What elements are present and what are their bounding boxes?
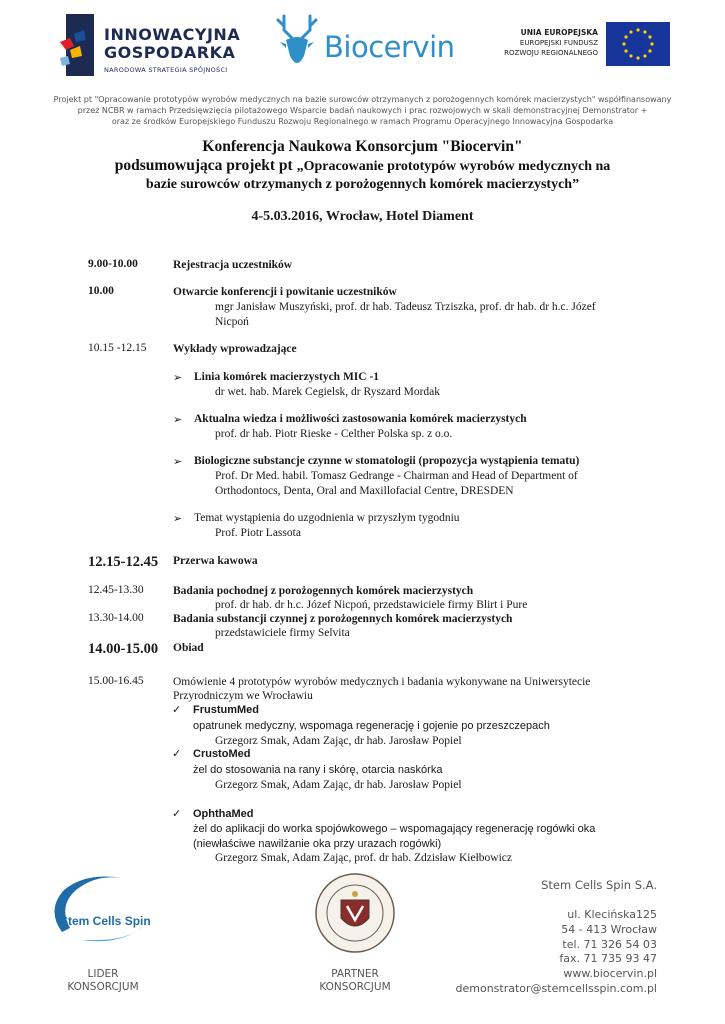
ig-title-line2: GOSPODARKA <box>104 43 236 62</box>
talk2-speakers: prof. dr hab. Piotr Rieske - Celther Polska sp. z o.o. <box>215 428 453 440</box>
s2-time: 10.00 <box>88 285 114 297</box>
city: 54 - 413 Wrocław <box>561 922 657 936</box>
title-line3: bazie surowców otrzymanych z porożogennych komórek macierzystych” <box>145 177 580 192</box>
eu-line3: ROZWOJU REGIONALNEGO <box>504 49 598 57</box>
header-logos <box>0 10 725 90</box>
s4-title: Przerwa kawowa <box>173 555 258 567</box>
biocervin-logo <box>274 12 464 82</box>
phone: tel. 71 326 54 03 <box>562 937 657 951</box>
s1-title: Rejestracja uczestników <box>173 259 293 271</box>
eu-logo <box>494 18 670 74</box>
street: ul. Klecińska125 <box>567 908 657 921</box>
conference-title <box>60 137 665 194</box>
talk4-speakers: Prof. Piotr Lassota <box>215 527 301 539</box>
s7-time: 14.00-15.00 <box>88 641 159 657</box>
biocervin-wordmark: Biocervin <box>324 30 455 64</box>
conference-date: 4-5.03.2016, Wrocław, Hotel Diament <box>251 209 474 224</box>
title-line1: Konferencja Naukowa Konsorcjum "Biocervin" <box>202 138 523 155</box>
talk1-title: Linia komórek macierzystych MIC -1 <box>194 371 380 383</box>
product1-authors: Grzegorz Smak, Adam Zając, dr hab. Jarosław Popiel <box>215 735 462 747</box>
eu-line2: EUROPEJSKI FUNDUSZ <box>519 39 598 47</box>
footer-partner <box>300 872 410 1002</box>
fax: fax. 71 735 93 47 <box>559 952 657 966</box>
company-name: Stem Cells Spin S.A. <box>541 878 657 892</box>
s1-time: 9.00-10.00 <box>88 258 138 270</box>
check-icon: ✓ <box>172 747 182 760</box>
talk3-speakers2: Orthodontocs, Denta, Oral and Maxillofacial Centre, DRESDEN <box>215 485 514 497</box>
s8-line1: Omówienie 4 prototypów wyrobów medycznych i badania wykonywane na Uniwersytecie <box>173 676 591 688</box>
title-line2b: „Opracowanie prototypów wyrobów medycznych na <box>296 159 611 174</box>
lider-label <box>42 968 164 994</box>
ig-mark-icon <box>60 14 94 76</box>
lider-line2: KONSORCJUM <box>67 981 139 993</box>
partner-label <box>300 968 410 994</box>
ig-subtitle: NARODOWA STRATEGIA SPÓJNOŚCI <box>104 66 228 74</box>
product2-authors: Grzegorz Smak, Adam Zając, dr hab. Jarosław Popiel <box>215 779 462 791</box>
eu-flag-icon <box>606 22 670 66</box>
lider-line1: LIDER <box>87 968 119 980</box>
innowacyjna-gospodarka-logo <box>60 14 260 80</box>
product1-name: FrustumMed <box>193 704 259 716</box>
talk1-speakers: dr wet. hab. Marek Cegielsk, dr Ryszard Mordak <box>215 386 441 398</box>
s8-time: 15.00-16.45 <box>88 675 144 687</box>
ig-title-line1: INNOWACYJNA <box>104 25 241 44</box>
project-funding-note <box>10 94 715 127</box>
stem-cells-spin-swoosh-icon <box>42 870 164 950</box>
check-icon: ✓ <box>172 703 182 716</box>
funding-line1: Projekt pt "Opracowanie prototypów wyrobów medycznych na bazie surowców otrzymanych z porożogennych komórek macierzystych" współfinansowany <box>53 95 672 104</box>
partner-line1: PARTNER <box>331 968 379 980</box>
funding-line2: przez NCBR w ramach Przedsięwzięcia pilotażowego Wsparcie badań naukowych i prac rozwojowych w skali demonstracyjnej Demonstrator + <box>77 106 648 115</box>
title-line2a: podsumowująca projekt pt <box>114 157 297 174</box>
talk2-title: Aktualna wiedza i możliwości zastosowania komórek macierzystych <box>194 413 527 425</box>
deer-head-icon <box>274 12 320 76</box>
s5-line1: prof. dr hab. dr h.c. Józef Nicpoń, przedstawiciele firmy Blirt i Pure <box>215 599 528 611</box>
title-line2 <box>60 156 665 176</box>
s6-line1: przedstawiciele firmy Selvita <box>215 627 350 639</box>
s2-title: Otwarcie konferencji i powitanie uczestników <box>173 286 397 298</box>
s7-title: Obiad <box>173 642 204 654</box>
check-icon: ✓ <box>172 807 182 820</box>
funding-line3: oraz ze środków Europejskiego Funduszu Rozwoju Regionalnego w ramach Programu Operacyjnego Innowacyjna Gospodarka <box>111 117 614 126</box>
arrow-bullet-icon: ➢ <box>173 413 183 426</box>
arrow-bullet-icon: ➢ <box>173 371 183 384</box>
talk3-speakers1: Prof. Dr Med. habil. Tomasz Gedrange - Chairman and Head of Department of <box>215 470 578 482</box>
s4-time: 12.15-12.45 <box>88 554 159 570</box>
s3-title: Wykłady wprowadzające <box>173 343 297 355</box>
s8-line2: Przyrodniczym we Wrocławiu <box>173 690 313 702</box>
stem-cells-spin-logo-text: Stem Cells Spin <box>60 914 151 928</box>
product3-authors: Grzegorz Smak, Adam Zając, prof. dr hab. Zdzisław Kiełbowicz <box>215 852 512 864</box>
talk3-title: Biologiczne substancje czynne w stomatologii (propozycja wystąpienia tematu) <box>194 455 580 467</box>
product3-name: OphthaMed <box>193 808 254 820</box>
s6-time: 13.30-14.00 <box>88 612 144 624</box>
website-link[interactable]: www.biocervin.pl <box>563 967 657 981</box>
arrow-bullet-icon: ➢ <box>173 455 183 468</box>
product3-desc1: żel do aplikacji do worka spojówkowego – wspomagający regenerację rogówki oka <box>193 823 596 835</box>
s5-time: 12.45-13.30 <box>88 584 144 596</box>
footer-lider <box>42 870 164 1000</box>
arrow-bullet-icon: ➢ <box>173 512 183 525</box>
s6-title: Badania substancji czynnej z porożogennych komórek macierzystych <box>173 613 513 625</box>
product1-desc: opatrunek medyczny, wspomaga regenerację i gojenie po przeszczepach <box>193 720 550 732</box>
talk4-title: Temat wystąpienia do uzgodnienia w przyszłym tygodniu <box>194 512 460 524</box>
partner-line2: KONSORCJUM <box>319 981 391 993</box>
product2-desc: żel do stosowania na rany i skórę, otarcia naskórka <box>193 764 443 776</box>
email-link[interactable]: demonstrator@stemcellsspin.com.pl <box>455 981 657 995</box>
s3-time: 10.15 -12.15 <box>88 342 147 354</box>
s2-line1: mgr Janisław Muszyński, prof. dr hab. Tadeusz Trziszka, prof. dr hab. dr h.c. Józef <box>215 301 596 313</box>
s5-title: Badania pochodnej z porożogennych komórek macierzystych <box>173 585 474 597</box>
s2-line2: Nicpoń <box>215 316 249 328</box>
footer-address <box>430 878 657 997</box>
eu-line1: UNIA EUROPEJSKA <box>520 28 598 37</box>
product2-name: CrustoMed <box>193 748 251 760</box>
product3-desc2: (niewłaściwe nawilżanie oka przy urazach rogówki) <box>193 838 442 850</box>
university-seal-icon <box>314 872 396 954</box>
